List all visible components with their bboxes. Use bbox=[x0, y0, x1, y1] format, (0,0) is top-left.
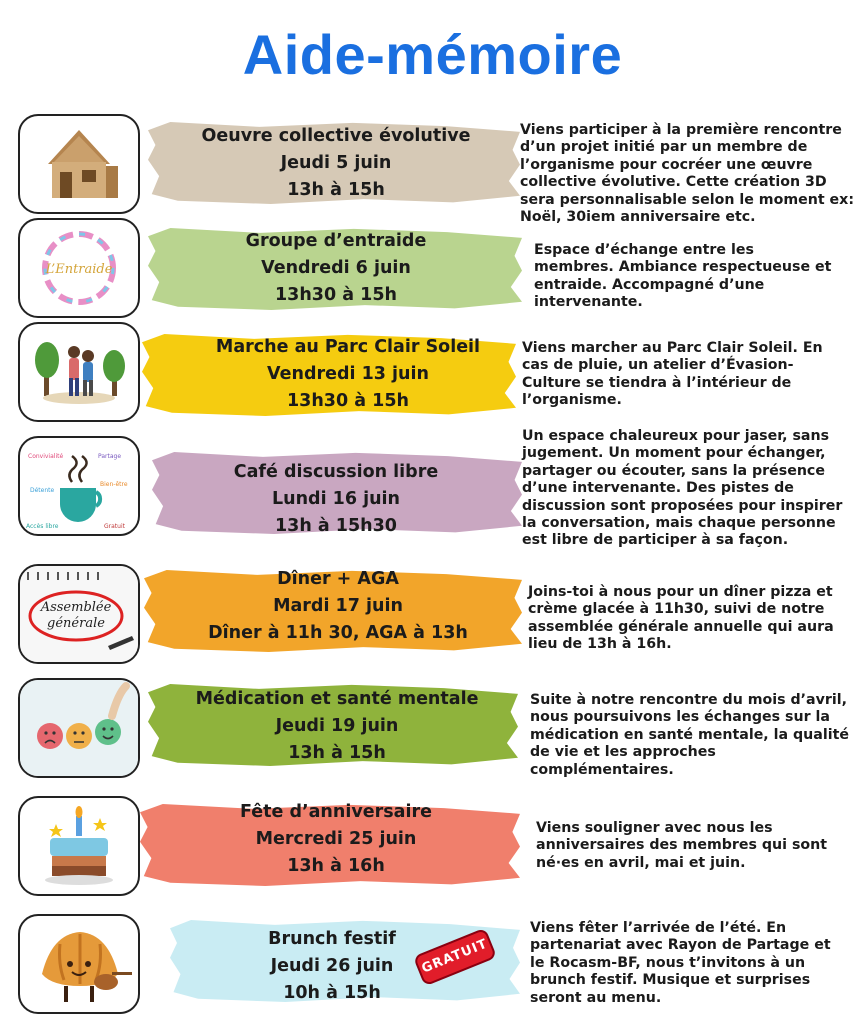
event-description: Viens fêter l’arrivée de l’été. En partenariat avec Rayon de Partage et le Rocasm-BF, nous t’invitons à un brunch festif. Musique et surprises seront au menu. bbox=[530, 920, 831, 1006]
event-date: Jeudi 19 juin bbox=[275, 716, 399, 736]
svg-text:Partage: Partage bbox=[98, 453, 122, 460]
event-date: Lundi 16 juin bbox=[271, 489, 401, 509]
svg-text:Détente: Détente bbox=[30, 487, 55, 494]
svg-text:générale: générale bbox=[47, 616, 105, 631]
assemblee-generale-icon bbox=[18, 564, 140, 664]
page-title: Aide-mémoire bbox=[242, 23, 623, 86]
event-name: Groupe d’entraide bbox=[245, 231, 427, 251]
event-description: Viens souligner avec nous les anniversaires des membres qui sont né·es en avril, mai et juin. bbox=[536, 820, 828, 871]
event-description: Viens marcher au Parc Clair Soleil. En cas de pluie, un atelier d’Évasion-Culture se tiendra à l’intérieur de l’organisme. bbox=[522, 340, 823, 409]
svg-text:Gratuit: Gratuit bbox=[104, 523, 125, 530]
cake-icon bbox=[18, 796, 140, 896]
event-time: 13h30 à 15h bbox=[275, 285, 397, 305]
event-name: Oeuvre collective évolutive bbox=[201, 126, 471, 146]
event-name: Café discussion libre bbox=[233, 462, 439, 482]
event-description: Joins-toi à nous pour un dîner pizza et crème glacée à 11h30, suivi de notre assemblée générale annuelle qui aura lieu de 13h à 16h. bbox=[528, 584, 834, 653]
event-name: Médication et santé mentale bbox=[195, 689, 479, 709]
svg-text:Bien-être: Bien-être bbox=[100, 481, 128, 488]
event-time: Dîner à 11h 30, AGA à 13h bbox=[208, 623, 468, 643]
event-time: 13h à 16h bbox=[287, 856, 385, 876]
gratuit-badge: GRATUIT bbox=[413, 928, 497, 987]
event-time: 10h à 15h bbox=[283, 983, 381, 1003]
event-date: Vendredi 6 juin bbox=[261, 258, 411, 278]
coffee-icon bbox=[18, 436, 140, 536]
svg-text:L’Entraide: L’Entraide bbox=[45, 262, 113, 277]
event-time: 13h à 15h bbox=[287, 180, 385, 200]
event-date: Mercredi 25 juin bbox=[255, 829, 417, 849]
event-name: Brunch festif bbox=[268, 929, 396, 949]
event-date: Mardi 17 juin bbox=[273, 596, 403, 616]
event-description: Viens participer à la première rencontre d’un projet initié par un membre de l’organisme pour cocréer une œuvre collective évolutive. Cette création 3D sera personnalisable selon le moment ex: Noël, 30iem anniversaire etc. bbox=[520, 122, 854, 226]
entraide-logo bbox=[18, 218, 140, 318]
house-icon bbox=[18, 114, 140, 214]
event-time: 13h à 15h30 bbox=[275, 516, 397, 536]
event-time: 13h30 à 15h bbox=[287, 391, 409, 411]
event-name: Dîner + AGA bbox=[277, 569, 399, 589]
faces-icon bbox=[18, 678, 140, 778]
walking-icon bbox=[18, 322, 140, 422]
event-date: Jeudi 26 juin bbox=[270, 956, 394, 976]
svg-text:Assemblée: Assemblée bbox=[40, 600, 112, 615]
event-date: Vendredi 13 juin bbox=[267, 364, 429, 384]
event-description: Espace d’échange entre les membres. Ambiance respectueuse et entraide. Accompagné d’une intervenante. bbox=[534, 242, 832, 311]
svg-text:Accès libre: Accès libre bbox=[26, 523, 59, 530]
event-description: Un espace chaleureux pour jaser, sans jugement. Un moment pour échanger, partager ou écouter, sans la présence d’une intervenante. Des pistes de discussion sont proposées pour inspirer la conversation, mais chaque personne est libre de participer à sa façon. bbox=[522, 428, 843, 549]
event-name: Marche au Parc Clair Soleil bbox=[215, 337, 481, 357]
event-description: Suite à notre rencontre du mois d’avril, nous poursuivons les échanges sur la médication en santé mentale, la qualité de vie et les approches complémentaires. bbox=[530, 692, 849, 778]
event-date: Jeudi 5 juin bbox=[280, 153, 392, 173]
svg-text:Convivialité: Convivialité bbox=[28, 453, 64, 460]
event-name: Fête d’anniversaire bbox=[240, 802, 432, 822]
event-time: 13h à 15h bbox=[288, 743, 386, 763]
croissant-icon bbox=[18, 914, 140, 1014]
